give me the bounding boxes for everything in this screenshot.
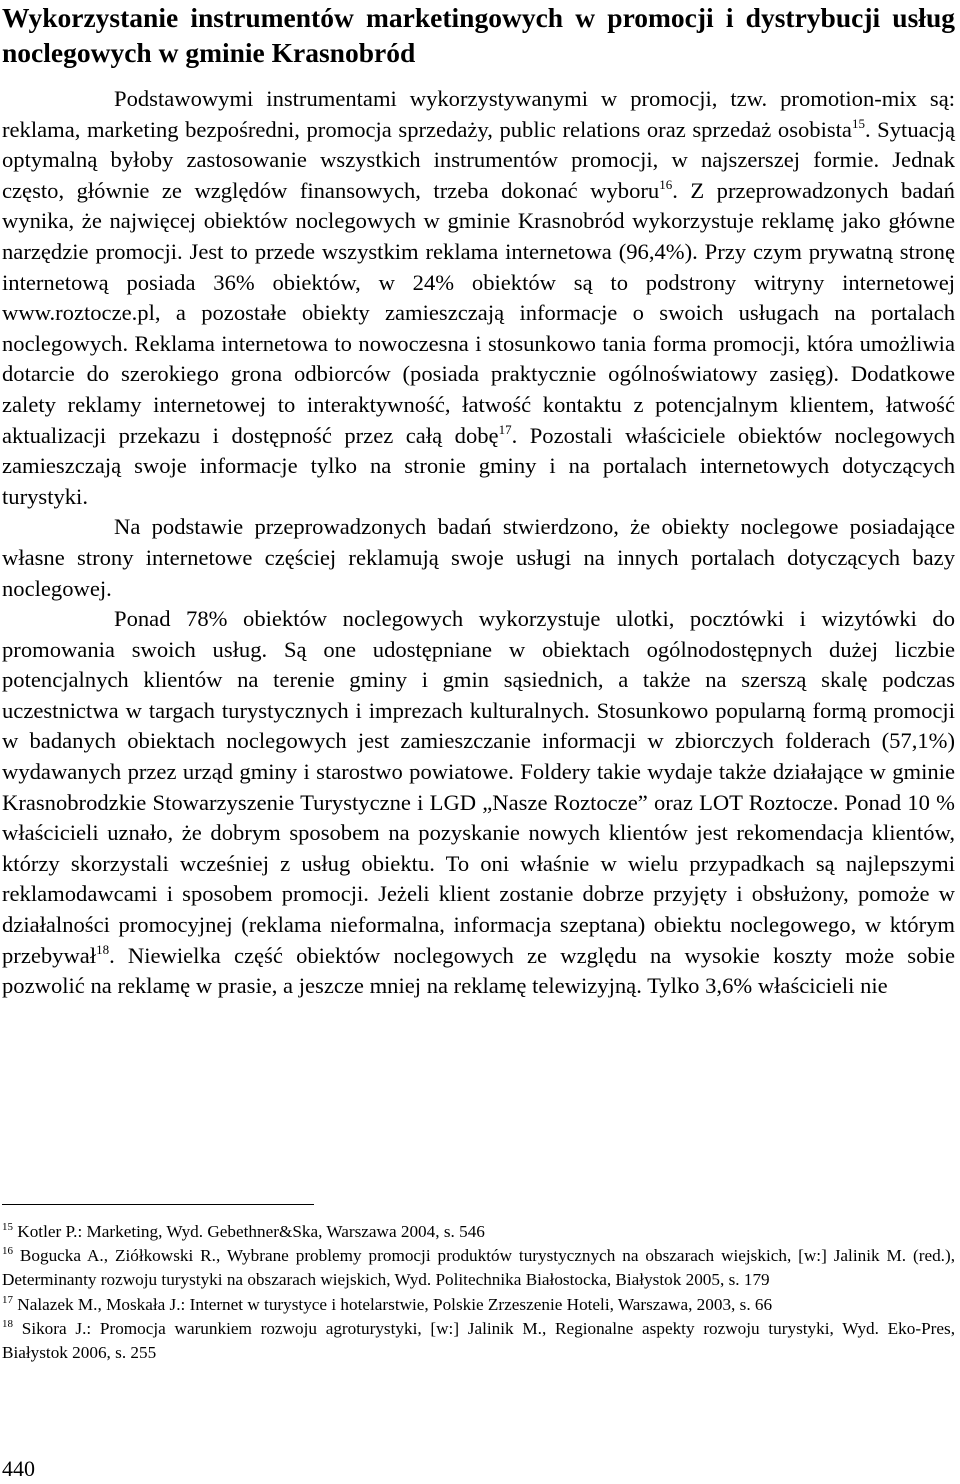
footnote-17 (2, 1293, 955, 1317)
paragraph-text: . Z przeprowadzonych badań wynika, że najwięcej obiektów noclegowych w gminie Krasnobród wykorzystuje reklamę jako główne narzędzie promocji. Jest to przede wszystkim reklama internetowa (96,4%). Przy czym prywatną stronę internetową posiada 36% obiektów, w 24% obiektów są to podstrony witryny internetowej www.roztocze.pl, a pozostałe obiekty zamieszczają informacje o swoich usługach na portalach noclegowych. Reklama internetowa to nowoczesna i stosunkowo tania forma promocji, która umożliwia dotarcie do szerokiego grona odbiorców (posiada praktycznie ogólnoświatowy zasięg). Dodatkowe zalety reklamy internetowej to interaktywność, łatwość kontaktu z potencjalnym klientem, łatwość aktualizacji przekazu i dostępność przez całą dobę (2, 177, 955, 448)
footnote-number: 18 (2, 1317, 13, 1330)
body-text (2, 84, 955, 1002)
footnote-number: 17 (2, 1293, 13, 1306)
paragraph-text: Podstawowymi instrumentami wykorzystywanymi w promocji, tzw. promotion-mix są: reklama, marketing bezpośredni, promocja sprzedaży, public relations oraz sprzedaż osobista (2, 86, 955, 142)
footnote-ref-18: 18 (96, 941, 110, 957)
footnote-15 (2, 1220, 955, 1244)
paragraph-text: . Pozostali właściciele obiektów noclegowych zamieszczają swoje informacje tylko na stronie gminy i na portalach internetowych dotyczących turystyki. (2, 422, 955, 509)
footnote-text: Sikora J.: Promocja warunkiem rozwoju agroturystyki, [w:] Jalinik M., Regionalne aspekty rozwoju turystyki, Wyd. Eko-Pres, Białystok 2006, s. 255 (2, 1318, 955, 1363)
footnote-text: Bogucka A., Ziółkowski R., Wybrane problemy promocji produktów turystycznych na obszarach wiejskich, [w:] Jalinik M. (red.), Determinanty rozwoju turystyki na obszarach wiejskich, Wyd. Politechnika Białostocka, Białystok 2005, s. 179 (2, 1246, 955, 1290)
footnote-ref-16: 16 (659, 176, 673, 192)
footnote-separator (2, 1204, 314, 1205)
footnote-16 (2, 1244, 955, 1292)
footnote-number: 16 (2, 1245, 13, 1258)
paragraph-3 (2, 604, 955, 1002)
footnote-ref-15: 15 (851, 115, 865, 131)
page-number: 440 (2, 1456, 35, 1481)
paragraph-text: . Sytuacją optymalną byłoby zastosowanie wszystkich instrumentów promocji, w najszerszej formie. Jednak często, głównie ze względów finansowych, trzeba dokonać wyboru (2, 116, 955, 203)
paragraph-2: Na podstawie przeprowadzonych badań stwierdzono, że obiekty noclegowe posiadające własne strony internetowe częściej reklamują swoje usługi na innych portalach dotyczących bazy noclegowej. (2, 514, 955, 601)
footnote-18 (2, 1317, 955, 1365)
footnote-number: 15 (2, 1221, 13, 1233)
section-title: Wykorzystanie instrumentów marketingowych w promocji i dystrybucji usług noclegowych w gminie Krasnobród (2, 2, 955, 68)
footnotes (2, 1220, 955, 1365)
footnote-text: Nalazek M., Moskała J.: Internet w turystyce i hotelarstwie, Polskie Zrzeszenie Hoteli, Warszawa, 2003, s. 66 (13, 1294, 773, 1314)
paragraph-text: . Niewielka część obiektów noclegowych ze względu na wysokie koszty może sobie pozwolić na reklamę w prasie, a jeszcze mniej na reklamę telewizyjną. Tylko 3,6% właścicieli nie (2, 942, 955, 999)
paragraph-1 (2, 84, 955, 512)
footnote-ref-17: 17 (498, 421, 512, 437)
footnote-text: Kotler P.: Marketing, Wyd. Gebethner&Ska, Warszawa 2004, s. 546 (13, 1222, 485, 1241)
paragraph-text: Ponad 78% obiektów noclegowych wykorzystuje ulotki, pocztówki i wizytówki do promowania swoich usług. Są one udostępniane w obiektach ogólnodostępnych dużej liczbie potencjalnych klientów na terenie gminy i gmin sąsiednich, a także na szerszą skalę podczas uczestnictwa w targach turystycznych i imprezach kulturalnych. Stosunkowo popularną formą promocji w badanych obiektach noclegowych jest zamieszczanie informacji w zbiorczych folderach (57,1%) wydawanych przez urząd gminy i starostwo powiatowe. Foldery takie wydaje także działające w gminie Krasnobrodzkie Stowarzyszenie Turystyczne i LGD „Nasze Roztocze” oraz LOT Roztocze. Ponad 10 % właścicieli uznało, że dobrym sposobem na pozyskanie nowych klientów jest rekomendacja klientów, którzy skorzystali wcześniej z usług obiektu. To oni właśnie w wielu przypadkach są najlepszymi reklamodawcami i sposobem promocji. Jeżeli klient zostanie dobrze przyjęty i obsłużony, pomoże w działalności promocyjnej (reklama nieformalna, informacja szeptana) obiektu noclegowego, w którym przebywał (2, 606, 955, 968)
